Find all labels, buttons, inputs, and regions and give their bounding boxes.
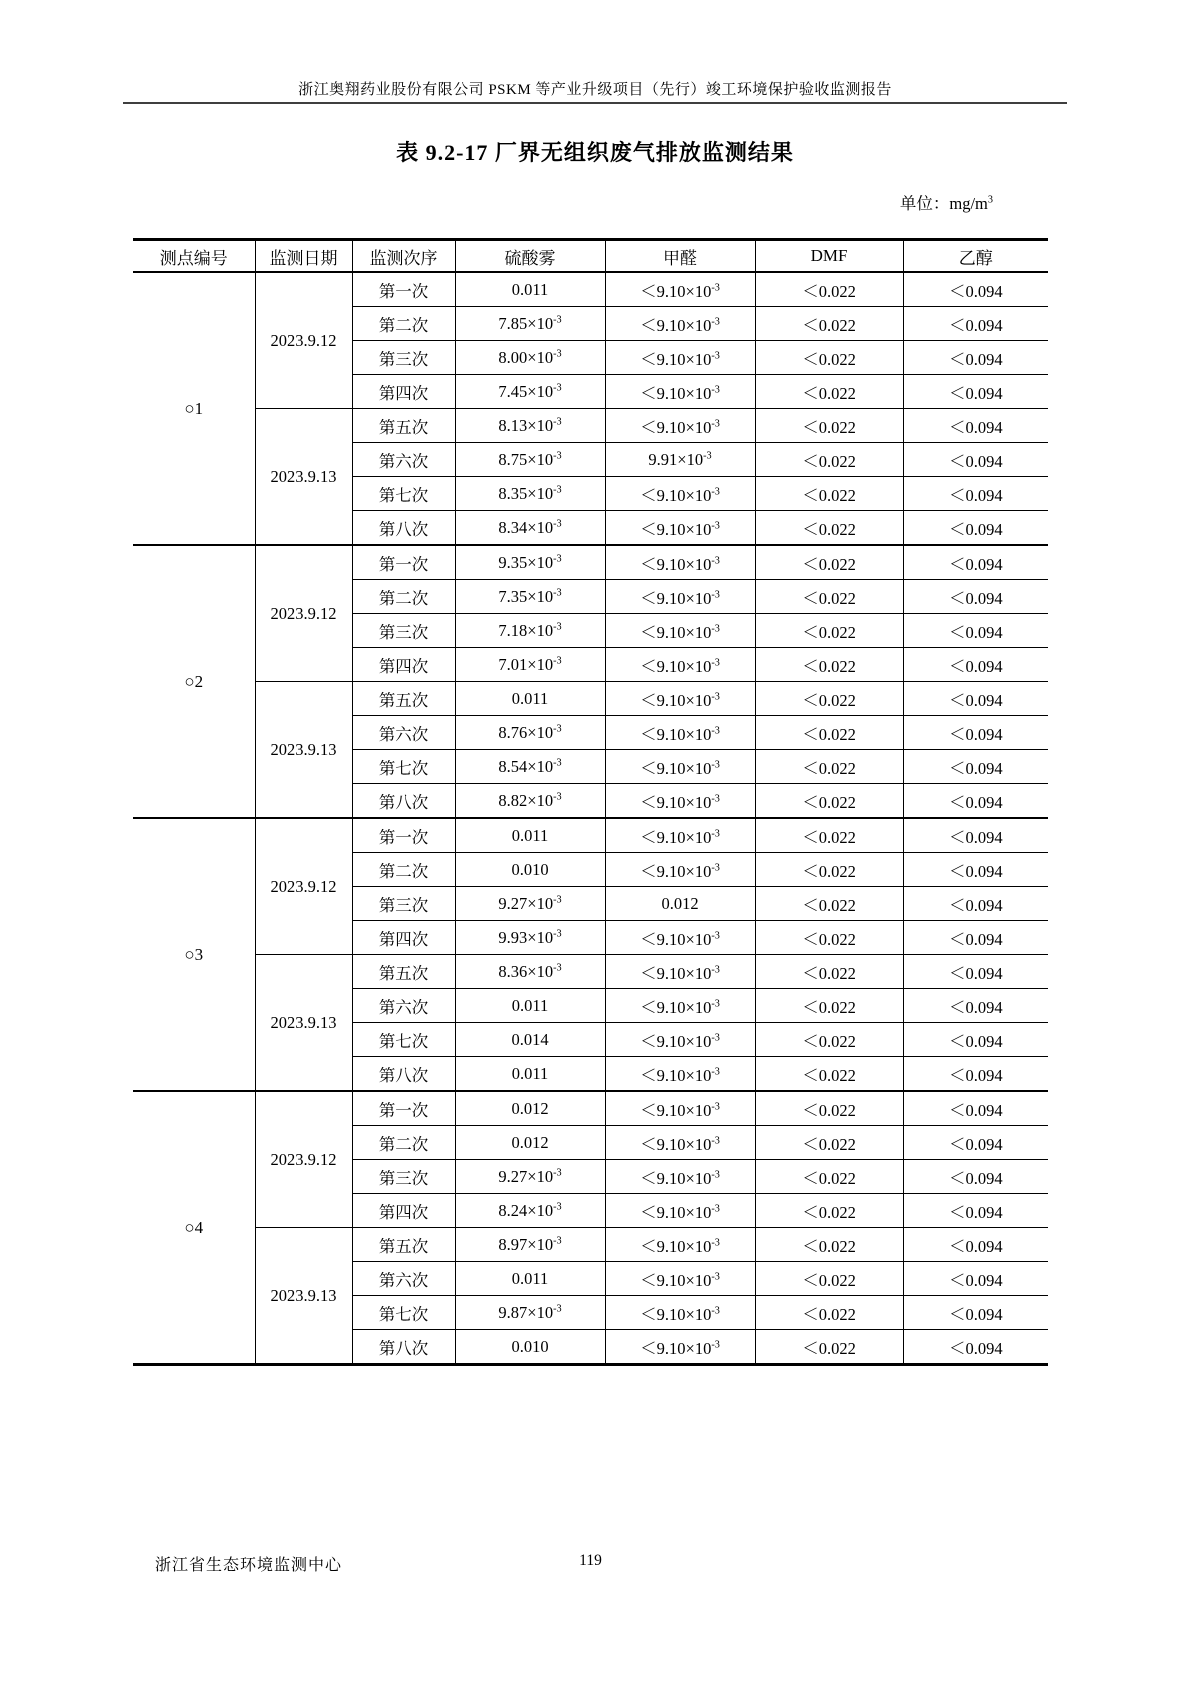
hcho-value: $<9.10\times 10^{-3}$	[605, 341, 755, 375]
ethanol-value: ＜0.094	[903, 921, 1048, 955]
dmf-value: ＜0.022	[755, 648, 903, 682]
dmf-value: ＜0.022	[755, 921, 903, 955]
measurement-row	[133, 409, 1048, 443]
sequence-cell: 第四次	[352, 648, 455, 682]
so4-value: 0.011	[455, 818, 605, 853]
hcho-value: $<9.10\times 10^{-3}$	[605, 818, 755, 853]
ethanol-value: ＜0.094	[903, 409, 1048, 443]
ethanol-value: ＜0.094	[903, 614, 1048, 648]
measurement-row	[133, 955, 1048, 989]
header-rule	[123, 102, 1067, 104]
hcho-value: $<9.10\times 10^{-3}$	[605, 1091, 755, 1126]
hcho-value: $<9.10\times 10^{-3}$	[605, 409, 755, 443]
so4-value: $9.27\times 10^{-3}$	[455, 1160, 605, 1194]
ethanol-value: ＜0.094	[903, 375, 1048, 409]
so4-value: $7.45\times 10^{-3}$	[455, 375, 605, 409]
so4-value: $8.75\times 10^{-3}$	[455, 443, 605, 477]
date-cell: 2023.9.13	[255, 409, 352, 546]
sequence-cell: 第七次	[352, 1296, 455, 1330]
sequence-cell: 第一次	[352, 818, 455, 853]
sequence-cell: 第七次	[352, 477, 455, 511]
so4-value: $9.87\times 10^{-3}$	[455, 1296, 605, 1330]
sequence-cell: 第五次	[352, 955, 455, 989]
ethanol-value: ＜0.094	[903, 1262, 1048, 1296]
so4-value: 0.011	[455, 1262, 605, 1296]
so4-value: 0.011	[455, 1057, 605, 1092]
ethanol-value: ＜0.094	[903, 682, 1048, 716]
date-cell: 2023.9.12	[255, 818, 352, 955]
ethanol-value: ＜0.094	[903, 1057, 1048, 1092]
ethanol-value: ＜0.094	[903, 545, 1048, 580]
sequence-cell: 第五次	[352, 682, 455, 716]
sequence-cell: 第五次	[352, 409, 455, 443]
hcho-value: $<9.10\times 10^{-3}$	[605, 955, 755, 989]
dmf-value: ＜0.022	[755, 1023, 903, 1057]
sequence-cell: 第七次	[352, 1023, 455, 1057]
ethanol-value: ＜0.094	[903, 341, 1048, 375]
col-header-hcho: 甲醛	[605, 240, 755, 273]
so4-value: $8.54\times 10^{-3}$	[455, 750, 605, 784]
hcho-value: $<9.10\times 10^{-3}$	[605, 750, 755, 784]
sequence-cell: 第六次	[352, 989, 455, 1023]
so4-value: $8.24\times 10^{-3}$	[455, 1194, 605, 1228]
col-header-date: 监测日期	[255, 240, 352, 273]
ethanol-value: ＜0.094	[903, 1194, 1048, 1228]
so4-value: $8.35\times 10^{-3}$	[455, 477, 605, 511]
hcho-value: $<9.10\times 10^{-3}$	[605, 1057, 755, 1092]
sequence-cell: 第四次	[352, 1194, 455, 1228]
hcho-value: $<9.10\times 10^{-3}$	[605, 545, 755, 580]
so4-value: 0.012	[455, 1091, 605, 1126]
date-cell: 2023.9.12	[255, 1091, 352, 1228]
ethanol-value: ＜0.094	[903, 1091, 1048, 1126]
sequence-cell: 第三次	[352, 1160, 455, 1194]
so4-value: $7.01\times 10^{-3}$	[455, 648, 605, 682]
dmf-value: ＜0.022	[755, 1262, 903, 1296]
so4-value: $8.97\times 10^{-3}$	[455, 1228, 605, 1262]
sequence-cell: 第八次	[352, 1057, 455, 1092]
dmf-value: ＜0.022	[755, 1330, 903, 1365]
hcho-value: $<9.10\times 10^{-3}$	[605, 1023, 755, 1057]
dmf-value: ＜0.022	[755, 1194, 903, 1228]
so4-value: $7.18\times 10^{-3}$	[455, 614, 605, 648]
unit-label: 单位：$mg/m^3$	[899, 194, 993, 213]
sequence-cell: 第六次	[352, 1262, 455, 1296]
sequence-cell: 第二次	[352, 307, 455, 341]
dmf-value: ＜0.022	[755, 477, 903, 511]
so4-value: $8.76\times 10^{-3}$	[455, 716, 605, 750]
measurement-row	[133, 818, 1048, 853]
measurement-row	[133, 272, 1048, 307]
table-title: 表 9.2-17 厂界无组织废气排放监测结果	[396, 140, 794, 165]
hcho-value: $<9.10\times 10^{-3}$	[605, 989, 755, 1023]
so4-value: $9.27\times 10^{-3}$	[455, 887, 605, 921]
page-number: 119	[579, 1552, 602, 1569]
sequence-cell: 第八次	[352, 784, 455, 819]
ethanol-value: ＜0.094	[903, 648, 1048, 682]
point-id-cell: ○1	[133, 272, 255, 545]
ethanol-value: ＜0.094	[903, 1126, 1048, 1160]
sequence-cell: 第二次	[352, 853, 455, 887]
col-header-dmf: DMF	[755, 240, 903, 273]
sequence-cell: 第三次	[352, 614, 455, 648]
measurement-row	[133, 545, 1048, 580]
footer-organization: 浙江省生态环境监测中心	[155, 1557, 343, 1574]
so4-value: 0.010	[455, 1330, 605, 1365]
dmf-value: ＜0.022	[755, 1228, 903, 1262]
so4-value: $7.35\times 10^{-3}$	[455, 580, 605, 614]
dmf-value: ＜0.022	[755, 784, 903, 819]
table-header-row	[133, 240, 1048, 273]
sequence-cell: 第二次	[352, 580, 455, 614]
sequence-cell: 第一次	[352, 272, 455, 307]
dmf-value: ＜0.022	[755, 409, 903, 443]
ethanol-value: ＜0.094	[903, 1296, 1048, 1330]
so4-value: $8.13\times 10^{-3}$	[455, 409, 605, 443]
hcho-value: $9.91\times 10^{-3}$	[605, 443, 755, 477]
date-cell: 2023.9.12	[255, 545, 352, 682]
sequence-cell: 第八次	[352, 1330, 455, 1365]
sequence-cell: 第八次	[352, 511, 455, 546]
dmf-value: ＜0.022	[755, 580, 903, 614]
ethanol-value: ＜0.094	[903, 887, 1048, 921]
hcho-value: $<9.10\times 10^{-3}$	[605, 1194, 755, 1228]
dmf-value: ＜0.022	[755, 614, 903, 648]
monitoring-table	[133, 238, 1048, 1366]
ethanol-value: ＜0.094	[903, 307, 1048, 341]
sequence-cell: 第四次	[352, 375, 455, 409]
ethanol-value: ＜0.094	[903, 272, 1048, 307]
so4-value: $8.36\times 10^{-3}$	[455, 955, 605, 989]
ethanol-value: ＜0.094	[903, 989, 1048, 1023]
sequence-cell: 第三次	[352, 341, 455, 375]
hcho-value: $<9.10\times 10^{-3}$	[605, 580, 755, 614]
hcho-value: $<9.10\times 10^{-3}$	[605, 682, 755, 716]
hcho-value: $<9.10\times 10^{-3}$	[605, 1296, 755, 1330]
dmf-value: ＜0.022	[755, 511, 903, 546]
so4-value: $7.85\times 10^{-3}$	[455, 307, 605, 341]
hcho-value: $<9.10\times 10^{-3}$	[605, 511, 755, 546]
hcho-value: $<9.10\times 10^{-3}$	[605, 921, 755, 955]
dmf-value: ＜0.022	[755, 1057, 903, 1092]
so4-value: $9.93\times 10^{-3}$	[455, 921, 605, 955]
hcho-value: $<9.10\times 10^{-3}$	[605, 307, 755, 341]
dmf-value: ＜0.022	[755, 545, 903, 580]
dmf-value: ＜0.022	[755, 375, 903, 409]
sequence-cell: 第六次	[352, 443, 455, 477]
table-body	[133, 272, 1048, 1365]
hcho-value: $<9.10\times 10^{-3}$	[605, 648, 755, 682]
col-header-sequence: 监测次序	[352, 240, 455, 273]
dmf-value: ＜0.022	[755, 1126, 903, 1160]
date-cell: 2023.9.13	[255, 955, 352, 1092]
sequence-cell: 第一次	[352, 545, 455, 580]
ethanol-value: ＜0.094	[903, 443, 1048, 477]
date-cell: 2023.9.13	[255, 682, 352, 819]
hcho-value: $<9.10\times 10^{-3}$	[605, 375, 755, 409]
hcho-value: $<9.10\times 10^{-3}$	[605, 1330, 755, 1365]
dmf-value: ＜0.022	[755, 307, 903, 341]
ethanol-value: ＜0.094	[903, 1160, 1048, 1194]
so4-value: 0.012	[455, 1126, 605, 1160]
sequence-cell: 第七次	[352, 750, 455, 784]
sequence-cell: 第六次	[352, 716, 455, 750]
hcho-value: $<9.10\times 10^{-3}$	[605, 477, 755, 511]
so4-value: $8.34\times 10^{-3}$	[455, 511, 605, 546]
dmf-value: ＜0.022	[755, 989, 903, 1023]
so4-value: $9.35\times 10^{-3}$	[455, 545, 605, 580]
hcho-value: $<9.10\times 10^{-3}$	[605, 1126, 755, 1160]
dmf-value: ＜0.022	[755, 887, 903, 921]
sequence-cell: 第四次	[352, 921, 455, 955]
document-header-title: 浙江奥翔药业股份有限公司 PSKM 等产业升级项目（先行）竣工环境保护验收监测报告	[298, 82, 892, 98]
col-header-point-id: 测点编号	[133, 240, 255, 273]
hcho-value: $<9.10\times 10^{-3}$	[605, 853, 755, 887]
hcho-value: $<9.10\times 10^{-3}$	[605, 1160, 755, 1194]
ethanol-value: ＜0.094	[903, 1330, 1048, 1365]
dmf-value: ＜0.022	[755, 1160, 903, 1194]
hcho-value: $<9.10\times 10^{-3}$	[605, 1228, 755, 1262]
measurement-row	[133, 1091, 1048, 1126]
dmf-value: ＜0.022	[755, 853, 903, 887]
ethanol-value: ＜0.094	[903, 818, 1048, 853]
sequence-cell: 第三次	[352, 887, 455, 921]
dmf-value: ＜0.022	[755, 955, 903, 989]
hcho-value: $<9.10\times 10^{-3}$	[605, 614, 755, 648]
hcho-value: $<9.10\times 10^{-3}$	[605, 716, 755, 750]
hcho-value: $<9.10\times 10^{-3}$	[605, 272, 755, 307]
ethanol-value: ＜0.094	[903, 716, 1048, 750]
date-cell: 2023.9.13	[255, 1228, 352, 1365]
date-cell: 2023.9.12	[255, 272, 352, 409]
dmf-value: ＜0.022	[755, 443, 903, 477]
dmf-value: ＜0.022	[755, 1091, 903, 1126]
hcho-value: $<9.10\times 10^{-3}$	[605, 784, 755, 819]
point-id-cell: ○4	[133, 1091, 255, 1365]
sequence-cell: 第二次	[352, 1126, 455, 1160]
so4-value: 0.011	[455, 682, 605, 716]
ethanol-value: ＜0.094	[903, 955, 1048, 989]
point-id-cell: ○3	[133, 818, 255, 1091]
dmf-value: ＜0.022	[755, 750, 903, 784]
ethanol-value: ＜0.094	[903, 580, 1048, 614]
ethanol-value: ＜0.094	[903, 1023, 1048, 1057]
measurement-row	[133, 1228, 1048, 1262]
dmf-value: ＜0.022	[755, 716, 903, 750]
ethanol-value: ＜0.094	[903, 511, 1048, 546]
col-header-so4: 硫酸雾	[455, 240, 605, 273]
dmf-value: ＜0.022	[755, 818, 903, 853]
col-header-ethanol: 乙醇	[903, 240, 1048, 273]
so4-value: 0.014	[455, 1023, 605, 1057]
so4-value: $8.82\times 10^{-3}$	[455, 784, 605, 819]
so4-value: 0.011	[455, 989, 605, 1023]
so4-value: 0.010	[455, 853, 605, 887]
dmf-value: ＜0.022	[755, 272, 903, 307]
ethanol-value: ＜0.094	[903, 853, 1048, 887]
point-id-cell: ○2	[133, 545, 255, 818]
so4-value: $8.00\times 10^{-3}$	[455, 341, 605, 375]
ethanol-value: ＜0.094	[903, 784, 1048, 819]
ethanol-value: ＜0.094	[903, 750, 1048, 784]
dmf-value: ＜0.022	[755, 682, 903, 716]
hcho-value: $<9.10\times 10^{-3}$	[605, 1262, 755, 1296]
hcho-value: 0.012	[605, 887, 755, 921]
sequence-cell: 第五次	[352, 1228, 455, 1262]
so4-value: 0.011	[455, 272, 605, 307]
dmf-value: ＜0.022	[755, 341, 903, 375]
ethanol-value: ＜0.094	[903, 477, 1048, 511]
measurement-row	[133, 682, 1048, 716]
dmf-value: ＜0.022	[755, 1296, 903, 1330]
sequence-cell: 第一次	[352, 1091, 455, 1126]
ethanol-value: ＜0.094	[903, 1228, 1048, 1262]
